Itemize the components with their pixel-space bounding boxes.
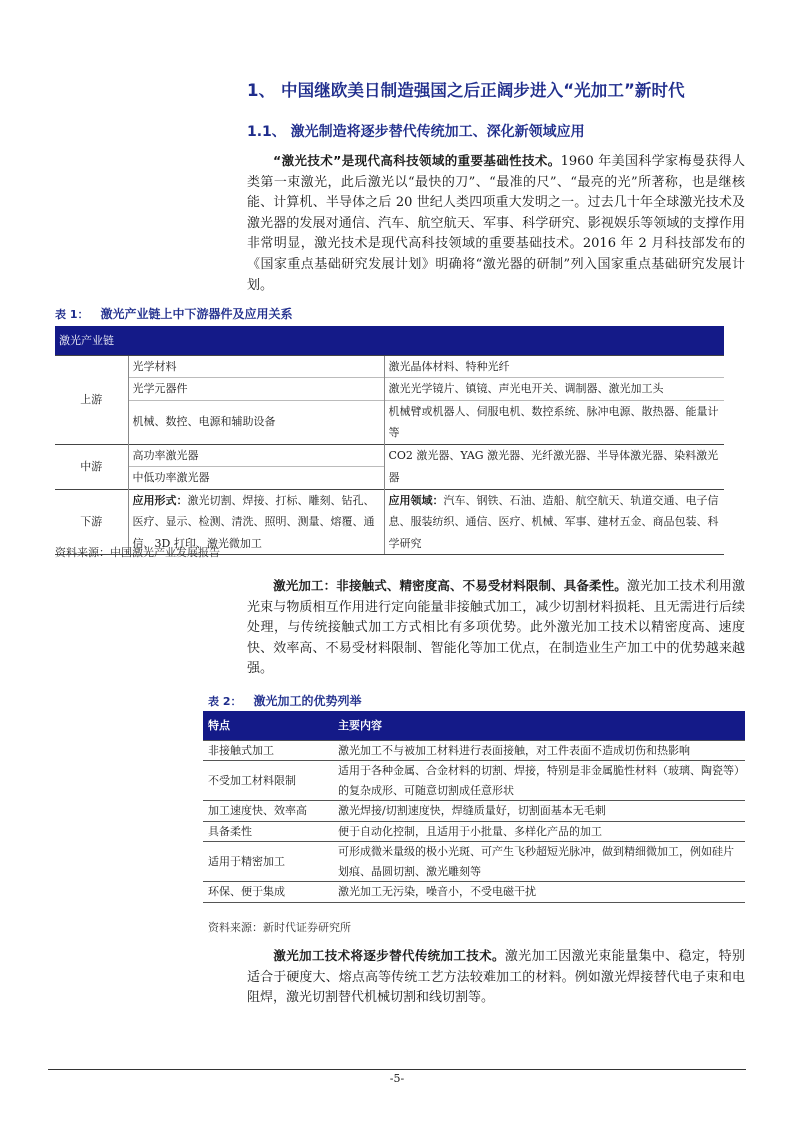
table-cell: 机械臂或机器人、伺服电机、数控系统、脉冲电源、散热器、能量计等 <box>384 400 724 444</box>
table-cell: 加工速度快、效率高 <box>203 801 333 822</box>
paragraph-body: 1960 年美国科学家梅曼获得人类第一束激光，此后激光以“最快的刀”、“最准的尺”、“最亮的光”所著称，也是继核能、计算机、半导体之后 20 世纪人类四项重大发明之一。过去几十年全球激光技术及激光器的发展对通信、汽车、航空航天、军事、科学研究、影视娱乐等领域的支撑作用非常明显，激光技术是现代高科技领域的重要基础技术。2016 年 2 月科技部发布的《国家重点基础研究发展计划》明确将“激光器的研制”列入国家重点基础研究发展计划。 <box>247 154 745 293</box>
table2-source: 资料来源：新时代证券研究所 <box>208 921 351 934</box>
table-cell: 激光焊接/切割速度快，焊缝质量好，切割面基本无毛刺 <box>333 801 745 822</box>
paragraph-lead: “激光技术”是现代高科技领域的重要基础性技术。 <box>273 153 561 168</box>
table-cell: 适用于各种金属、合金材料的切割、焊接，特别是非金属脆性材料（玻璃、陶瓷等）的复杂成形、可随意切割成任意形状 <box>333 761 745 801</box>
table-row <box>203 801 745 822</box>
table-cell: 不受加工材料限制 <box>203 761 333 801</box>
table-cell: 高功率激光器 <box>128 444 384 467</box>
table2-caption-text: 激光加工的优势列举 <box>253 694 362 708</box>
application-form-text: 激光切割、焊接、打标、雕刻、钻孔、医疗、显示、检测、清洗、照明、测量、熔覆、通信、3D 打印、激光微加工 <box>132 493 375 550</box>
laser-industry-chain-table <box>55 326 724 555</box>
table-cell: 机械、数控、电源和辅助设备 <box>128 400 384 444</box>
upstream-label: 上游 <box>55 355 128 444</box>
paragraph-lead: 激光加工：非接触式、精密度高、不易受材料限制、具备柔性。 <box>273 578 627 593</box>
table-cell: CO2 激光器、YAG 激光器、光纤激光器、半导体激光器、染料激光器 <box>384 444 724 489</box>
table1-caption <box>55 305 293 322</box>
table-row <box>203 761 745 801</box>
table-cell: 激光光学镜片、镇镜、声光电开关、调制器、激光加工头 <box>384 378 724 401</box>
midstream-label: 中游 <box>55 444 128 489</box>
paragraph-body: 激光加工技术利用激光束与物质相互作用进行定向能量非接触式加工，减少切割材料损耗、且无需进行后续处理，与传统接触式加工方式相比有多项优势。此外激光加工技术以精密度高、速度快、效率高、不易受材料限制、智能化等加工优点，在制造业生产加工中的优势越来越强。 <box>247 579 745 677</box>
page-number: -5- <box>389 1072 405 1085</box>
paragraph-body: 激光加工因激光束能量集中、稳定，特别适合于硬度大、熔点高等传统工艺方法较难加工的材料。例如激光焊接替代电子束和电阻焊，激光切割替代机械切割和线切割等。 <box>247 949 745 1006</box>
table2-header-key: 特点 <box>203 711 333 740</box>
downstream-label: 下游 <box>55 489 128 555</box>
table2-header-value: 主要内容 <box>333 711 745 740</box>
table-cell: 便于自动化控制，且适用于小批量、多样化产品的加工 <box>333 821 745 842</box>
table-row <box>203 740 745 761</box>
subsection-heading: 1.1、 激光制造将逐步替代传统加工、深化新领域应用 <box>247 124 585 140</box>
table-cell: 激光加工无污染，噪音小，不受电磁干扰 <box>333 882 745 903</box>
table-cell: 适用于精密加工 <box>203 842 333 882</box>
paragraph-laser-processing <box>247 576 745 680</box>
paragraph-laser-replacement <box>247 946 745 1009</box>
table-cell: 具备柔性 <box>203 821 333 842</box>
laser-advantages-table <box>203 711 745 903</box>
table2-caption <box>208 692 362 709</box>
table2-caption-number: 表 2： <box>208 695 242 708</box>
table1-caption-number: 表 1： <box>55 308 89 321</box>
table-cell: 激光晶体材料、特种光纤 <box>384 355 724 378</box>
table-row <box>203 821 745 842</box>
application-field-label: 应用领域： <box>388 493 444 507</box>
paragraph-laser-technology <box>247 151 745 296</box>
application-field-text: 汽车、钢铁、石油、造船、航空航天、轨道交通、电子信息、服装纺织、通信、医疗、机械、军事、建材五金、商品包装、科学研究 <box>388 493 719 550</box>
table-cell: 光学材料 <box>128 355 384 378</box>
table-cell: 激光加工不与被加工材料进行表面接触，对工件表面不造成切伤和热影响 <box>333 740 745 761</box>
table-cell: 非接触式加工 <box>203 740 333 761</box>
table-cell: 环保、便于集成 <box>203 882 333 903</box>
table-cell: 光学元器件 <box>128 378 384 401</box>
table-cell: 中低功率激光器 <box>128 467 384 490</box>
table1-caption-text: 激光产业链上中下游器件及应用关系 <box>100 307 293 321</box>
table-cell <box>384 489 724 555</box>
table-row <box>203 882 745 903</box>
table1-header: 激光产业链 <box>55 326 724 355</box>
table1-source: 资料来源：中国激光产业发展报告 <box>55 546 220 559</box>
application-form-label: 应用形式： <box>132 493 188 507</box>
section-heading: 1、 中国继欧美日制造强国之后正阔步进入“光加工”新时代 <box>247 81 685 100</box>
table-cell: 可形成微米量级的极小光斑、可产生飞秒超短光脉冲，做到精细微加工，例如硅片划痕、晶圆切割、激光雕刻等 <box>333 842 745 882</box>
footer-divider <box>48 1069 746 1070</box>
table-row <box>203 842 745 882</box>
paragraph-lead: 激光加工技术将逐步替代传统加工技术。 <box>273 948 505 963</box>
